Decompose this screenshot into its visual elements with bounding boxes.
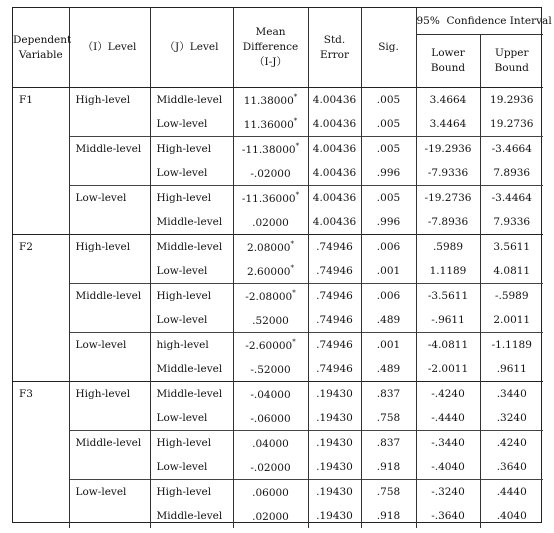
sig-cell: .996: [361, 161, 416, 186]
mean-difference-cell: [233, 431, 308, 456]
mean-difference-value: 2.60000: [247, 266, 291, 278]
sig-cell: .005: [361, 137, 416, 162]
upper-bound-cell: 7.8936: [493, 167, 531, 179]
j-level-cell: Low-level: [150, 406, 233, 431]
upper-bound-cell: .4240: [480, 431, 543, 456]
i-level-cell: Middle-level: [69, 431, 150, 480]
results-table-frame: [12, 7, 552, 523]
j-level-cell: Middle-level: [150, 88, 233, 113]
j-level-cell: Low-level: [150, 161, 233, 186]
lower-bound-cell: 3.4664: [416, 88, 480, 113]
upper-bound-cell: 2.0011: [493, 314, 531, 326]
header-i-level: （I）Level: [69, 8, 150, 88]
mean-difference-cell: [233, 480, 308, 505]
std-error-cell: .19430: [308, 382, 361, 407]
mean-difference-value: -.02000: [250, 462, 291, 474]
sig-cell: .489: [361, 308, 416, 333]
upper-bound-cell: .4440: [480, 480, 543, 505]
lower-bound-cell: -.4240: [416, 382, 480, 407]
mean-difference-value: -2.60000: [245, 340, 293, 352]
i-level-cell: Middle-level: [69, 284, 150, 333]
lower-bound-cell: -3.5611: [416, 284, 480, 309]
mean-difference-cell: [233, 455, 308, 480]
lower-bound-cell: -.3440: [416, 431, 480, 456]
header-std-error: Std. Error: [308, 8, 361, 88]
upper-bound-cell: .3640: [496, 461, 527, 473]
std-error-cell: 4.00436: [308, 186, 361, 211]
mean-difference-cell: [233, 308, 308, 333]
upper-bound-cell: -3.4664: [480, 137, 543, 162]
std-error-cell: .19430: [308, 406, 361, 431]
header-j-level: （J）Level: [150, 8, 233, 88]
sig-cell: .005: [361, 186, 416, 211]
j-level-cell: Middle-level: [150, 210, 233, 235]
table-row: [13, 480, 543, 505]
lower-bound-cell: -.3640: [416, 504, 480, 528]
lower-bound-cell: 3.4464: [416, 112, 480, 137]
mean-difference-cell: [233, 186, 308, 211]
header-sig: Sig.: [361, 8, 416, 88]
std-error-cell: 4.00436: [308, 88, 361, 113]
mean-difference-value: -11.38000: [241, 144, 296, 156]
mean-difference-value: .06000: [252, 487, 289, 499]
i-level-cell: High-level: [69, 88, 150, 137]
i-level-cell: Middle-level: [69, 137, 150, 186]
significance-star: *: [292, 338, 296, 346]
std-error-cell: .19430: [308, 431, 361, 456]
mean-difference-cell: [233, 259, 308, 284]
std-error-cell: .74946: [308, 284, 361, 309]
sig-cell: .001: [361, 259, 416, 284]
mean-difference-value: .02000: [252, 217, 289, 229]
mean-difference-cell: [233, 357, 308, 382]
dependent-variable-cell: F1: [13, 88, 69, 235]
lower-bound-cell: -.4440: [416, 406, 480, 431]
j-level-cell: High-level: [150, 186, 233, 211]
lower-bound-cell: -4.0811: [416, 333, 480, 358]
table-row: [13, 382, 543, 407]
sig-cell: .006: [361, 235, 416, 260]
mean-difference-value: 11.36000: [243, 119, 294, 131]
header-upper-bound: Upper Bound: [480, 35, 543, 88]
std-error-cell: .19430: [308, 480, 361, 505]
upper-bound-cell: .3240: [496, 412, 527, 424]
table-row: [13, 431, 543, 456]
std-error-cell: .74946: [308, 235, 361, 260]
table-row: [13, 88, 543, 113]
mean-difference-cell: [233, 161, 308, 186]
header-dependent-variable: Dependent Variable: [13, 8, 69, 88]
j-level-cell: Low-level: [150, 112, 233, 137]
std-error-cell: 4.00436: [308, 161, 361, 186]
sig-cell: .918: [361, 455, 416, 480]
dependent-variable-cell: F2: [13, 235, 69, 382]
i-level-cell: Low-level: [69, 333, 150, 382]
lower-bound-cell: 1.1189: [416, 259, 480, 284]
std-error-cell: 4.00436: [308, 112, 361, 137]
j-level-cell: Low-level: [150, 455, 233, 480]
mean-difference-value: -.04000: [250, 389, 291, 401]
std-error-cell: .19430: [308, 455, 361, 480]
std-error-cell: .74946: [308, 333, 361, 358]
mean-difference-value: .04000: [252, 438, 289, 450]
mean-difference-cell: [233, 210, 308, 235]
mean-difference-cell: [233, 504, 308, 528]
j-level-cell: Middle-level: [150, 235, 233, 260]
table-row: [13, 186, 543, 211]
lower-bound-cell: -19.2936: [416, 137, 480, 162]
upper-bound-cell: -1.1189: [480, 333, 543, 358]
mean-difference-cell: [233, 88, 308, 113]
upper-bound-cell: -3.4464: [480, 186, 543, 211]
sig-cell: .001: [361, 333, 416, 358]
j-level-cell: Middle-level: [150, 504, 233, 528]
j-level-cell: Low-level: [150, 308, 233, 333]
mean-difference-cell: [233, 235, 308, 260]
significance-star: *: [295, 142, 300, 150]
sig-cell: .005: [361, 112, 416, 137]
i-level-cell: High-level: [69, 235, 150, 284]
multiple-comparisons-table: [13, 8, 552, 528]
significance-star: *: [292, 289, 296, 297]
significance-star: *: [290, 240, 294, 248]
std-error-cell: .74946: [308, 357, 361, 382]
mean-difference-value: .02000: [252, 511, 289, 523]
sig-cell: .489: [361, 357, 416, 382]
mean-difference-cell: [233, 382, 308, 407]
upper-bound-cell: 19.2936: [480, 88, 543, 113]
j-level-cell: High-level: [150, 284, 233, 309]
mean-difference-value: .52000: [252, 315, 289, 327]
sig-cell: .758: [361, 406, 416, 431]
sig-cell: .758: [361, 480, 416, 505]
table-body: [13, 88, 543, 529]
sig-cell: .918: [361, 504, 416, 528]
mean-difference-value: -2.08000: [245, 291, 293, 303]
mean-difference-cell: [233, 333, 308, 358]
std-error-cell: 4.00436: [308, 137, 361, 162]
std-error-cell: 4.00436: [308, 210, 361, 235]
table-row: [13, 137, 543, 162]
j-level-cell: High-level: [150, 137, 233, 162]
i-level-cell: High-level: [69, 382, 150, 431]
mean-difference-value: -11.36000: [241, 193, 296, 205]
mean-difference-value: -.06000: [250, 413, 291, 425]
lower-bound-cell: -2.0011: [416, 357, 480, 382]
lower-bound-cell: -7.9336: [416, 161, 480, 186]
table-row: [13, 284, 543, 309]
significance-star: *: [295, 191, 300, 199]
header-lower-bound: Lower Bound: [416, 35, 480, 88]
std-error-cell: .74946: [308, 308, 361, 333]
mean-difference-cell: [233, 284, 308, 309]
sig-cell: .006: [361, 284, 416, 309]
i-level-cell: Low-level: [69, 480, 150, 529]
table-row: [13, 333, 543, 358]
upper-bound-cell: 3.5611: [480, 235, 543, 260]
header-confidence-interval: 95% Confidence Interval: [416, 8, 543, 35]
i-level-cell: Low-level: [69, 186, 150, 235]
j-level-cell: Middle-level: [150, 382, 233, 407]
lower-bound-cell: -19.2736: [416, 186, 480, 211]
j-level-cell: Middle-level: [150, 357, 233, 382]
mean-difference-value: -.52000: [250, 364, 291, 376]
sig-cell: .837: [361, 431, 416, 456]
upper-bound-cell: .9611: [496, 363, 527, 375]
mean-difference-value: 11.38000: [243, 95, 294, 107]
j-level-cell: high-level: [150, 333, 233, 358]
significance-star: *: [293, 93, 298, 101]
sig-cell: .996: [361, 210, 416, 235]
j-level-cell: High-level: [150, 431, 233, 456]
sig-cell: .837: [361, 382, 416, 407]
table-row: [13, 235, 543, 260]
sig-cell: .005: [361, 88, 416, 113]
significance-star: *: [290, 264, 294, 272]
upper-bound-cell: -.5989: [480, 284, 543, 309]
significance-star: *: [293, 117, 298, 125]
j-level-cell: Low-level: [150, 259, 233, 284]
std-error-cell: .74946: [308, 259, 361, 284]
j-level-cell: High-level: [150, 480, 233, 505]
upper-bound-cell: 4.0811: [493, 265, 531, 277]
lower-bound-cell: -.4040: [416, 455, 480, 480]
upper-bound-cell: 19.2736: [490, 118, 534, 130]
lower-bound-cell: -.3240: [416, 480, 480, 505]
mean-difference-cell: [233, 112, 308, 137]
mean-difference-value: -.02000: [250, 168, 291, 180]
lower-bound-cell: .5989: [416, 235, 480, 260]
lower-bound-cell: -7.8936: [416, 210, 480, 235]
header-mean-difference: Mean Difference （I-J）: [233, 8, 308, 88]
mean-difference-cell: [233, 406, 308, 431]
mean-difference-value: 2.08000: [247, 242, 291, 254]
upper-bound-cell: .3440: [480, 382, 543, 407]
dependent-variable-cell: F3: [13, 382, 69, 529]
std-error-cell: .19430: [308, 504, 361, 528]
upper-bound-cell: 7.9336: [493, 216, 531, 228]
upper-bound-cell: .4040: [496, 510, 527, 522]
mean-difference-cell: [233, 137, 308, 162]
lower-bound-cell: -.9611: [416, 308, 480, 333]
